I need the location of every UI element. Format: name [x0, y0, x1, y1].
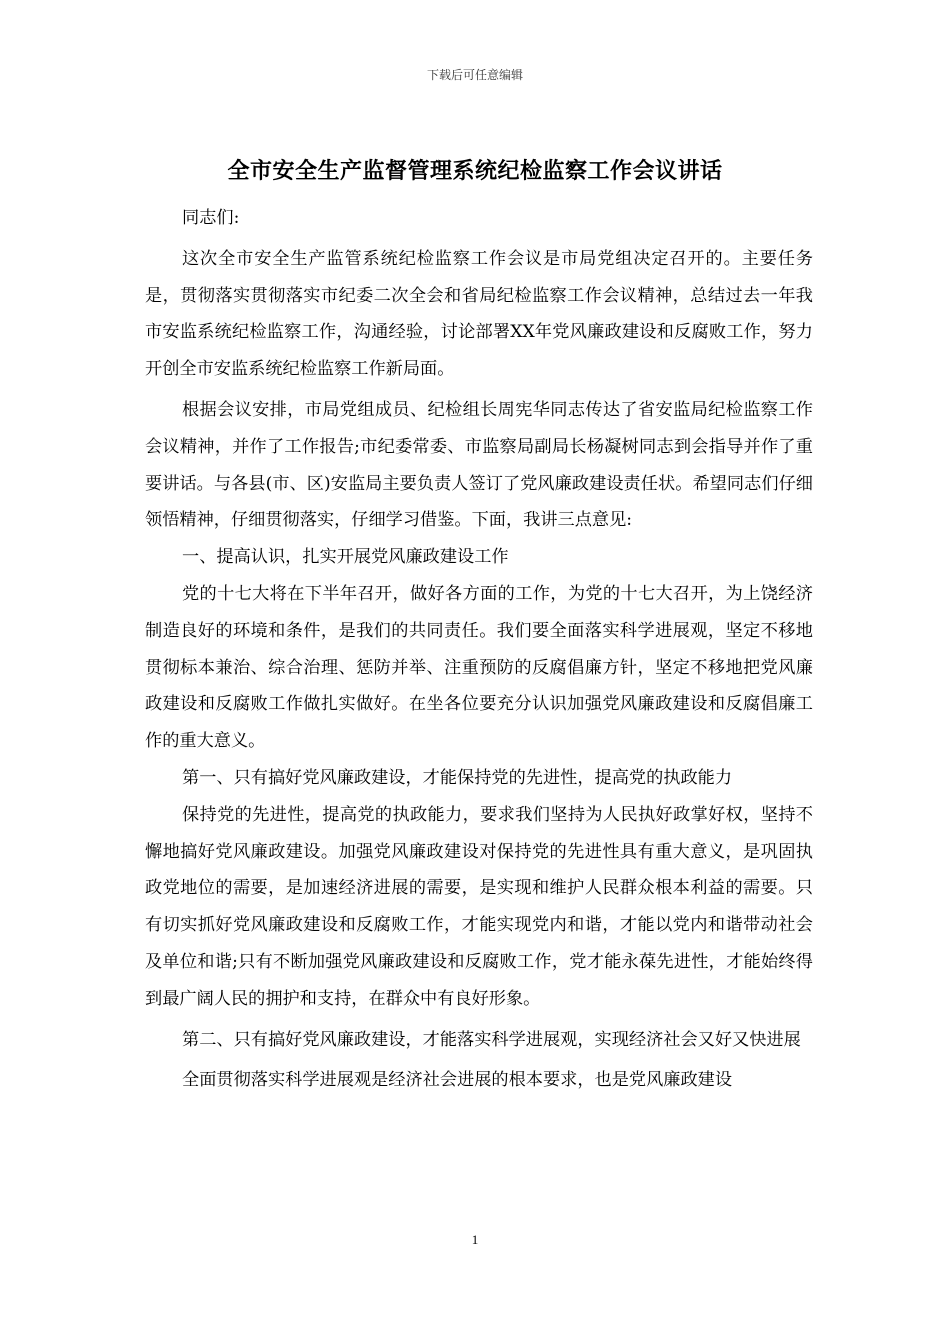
section-heading-1: 一、提高认识，扎实开展党风廉政建设工作	[182, 547, 509, 568]
paragraph-2: 根据会议安排，市局党组成员、纪检组长周宪华同志传达了省安监局纪检监察工作会议精神，并作了工作报告;市纪委常委、市监察局副局长杨凝树同志到会指导并作了重要讲话。与各县(市、区)安监局主要负责人签订了党风廉政建设责任状。希望同志们仔细领悟精神，仔细贯彻落实，仔细学习借鉴。下面，我讲三点意见:	[145, 399, 813, 531]
paragraph-4: 保持党的先进性，提高党的执政能力，要求我们坚持为人民执好政掌好权，坚持不懈地搞好党风廉政建设。加强党风廉政建设对保持党的先进性具有重大意义，是巩固执政党地位的需要，是加速经济进展的需要，是实现和维护人民群众根本利益的需要。只有切实抓好党风廉政建设和反腐败工作，才能实现党内和谐，才能以党内和谐带动社会及单位和谐;只有不断加强党风廉政建设和反腐败工作，党才能永葆先进性，才能始终得到最广阔人民的拥护和支持，在群众中有良好形象。	[145, 804, 813, 1009]
page-number: 1	[471, 1232, 479, 1247]
subheading-2: 第二、只有搞好党风廉政建设，才能落实科学进展观，实现经济社会又好又快进展	[182, 1029, 801, 1050]
paragraph-1: 这次全市安全生产监管系统纪检监察工作会议是市局党组决定召开的。主要任务是，贯彻落实贯彻落实市纪委二次全会和省局纪检监察工作会议精神，总结过去一年我市安监系统纪检监察工作，沟通经验，讨论部署XX年党风廉政建设和反腐败工作，努力开创全市安监系统纪检监察工作新局面。	[145, 248, 813, 380]
document-title: 全市安全生产监督管理系统纪检监察工作会议讲话	[227, 159, 723, 184]
paragraph-3: 党的十七大将在下半年召开，做好各方面的工作，为党的十七大召开，为上饶经济制造良好的环境和条件，是我们的共同责任。我们要全面落实科学进展观，坚定不移地贯彻标本兼治、综合治理、惩防并举、注重预防的反腐倡廉方针，坚定不移地把党风廉政建设和反腐败工作做扎实做好。在坐各位要充分认识加强党风廉政建设和反腐倡廉工作的重大意义。	[145, 583, 813, 752]
subheading-1: 第一、只有搞好党风廉政建设，才能保持党的先进性，提高党的执政能力	[182, 767, 733, 788]
document-body	[145, 200, 813, 1099]
page-header: 下载后可任意编辑	[426, 68, 523, 82]
greeting: 同志们:	[182, 208, 240, 228]
paragraph-5: 全面贯彻落实科学进展观是经济社会进展的根本要求，也是党风廉政建设	[182, 1070, 733, 1091]
